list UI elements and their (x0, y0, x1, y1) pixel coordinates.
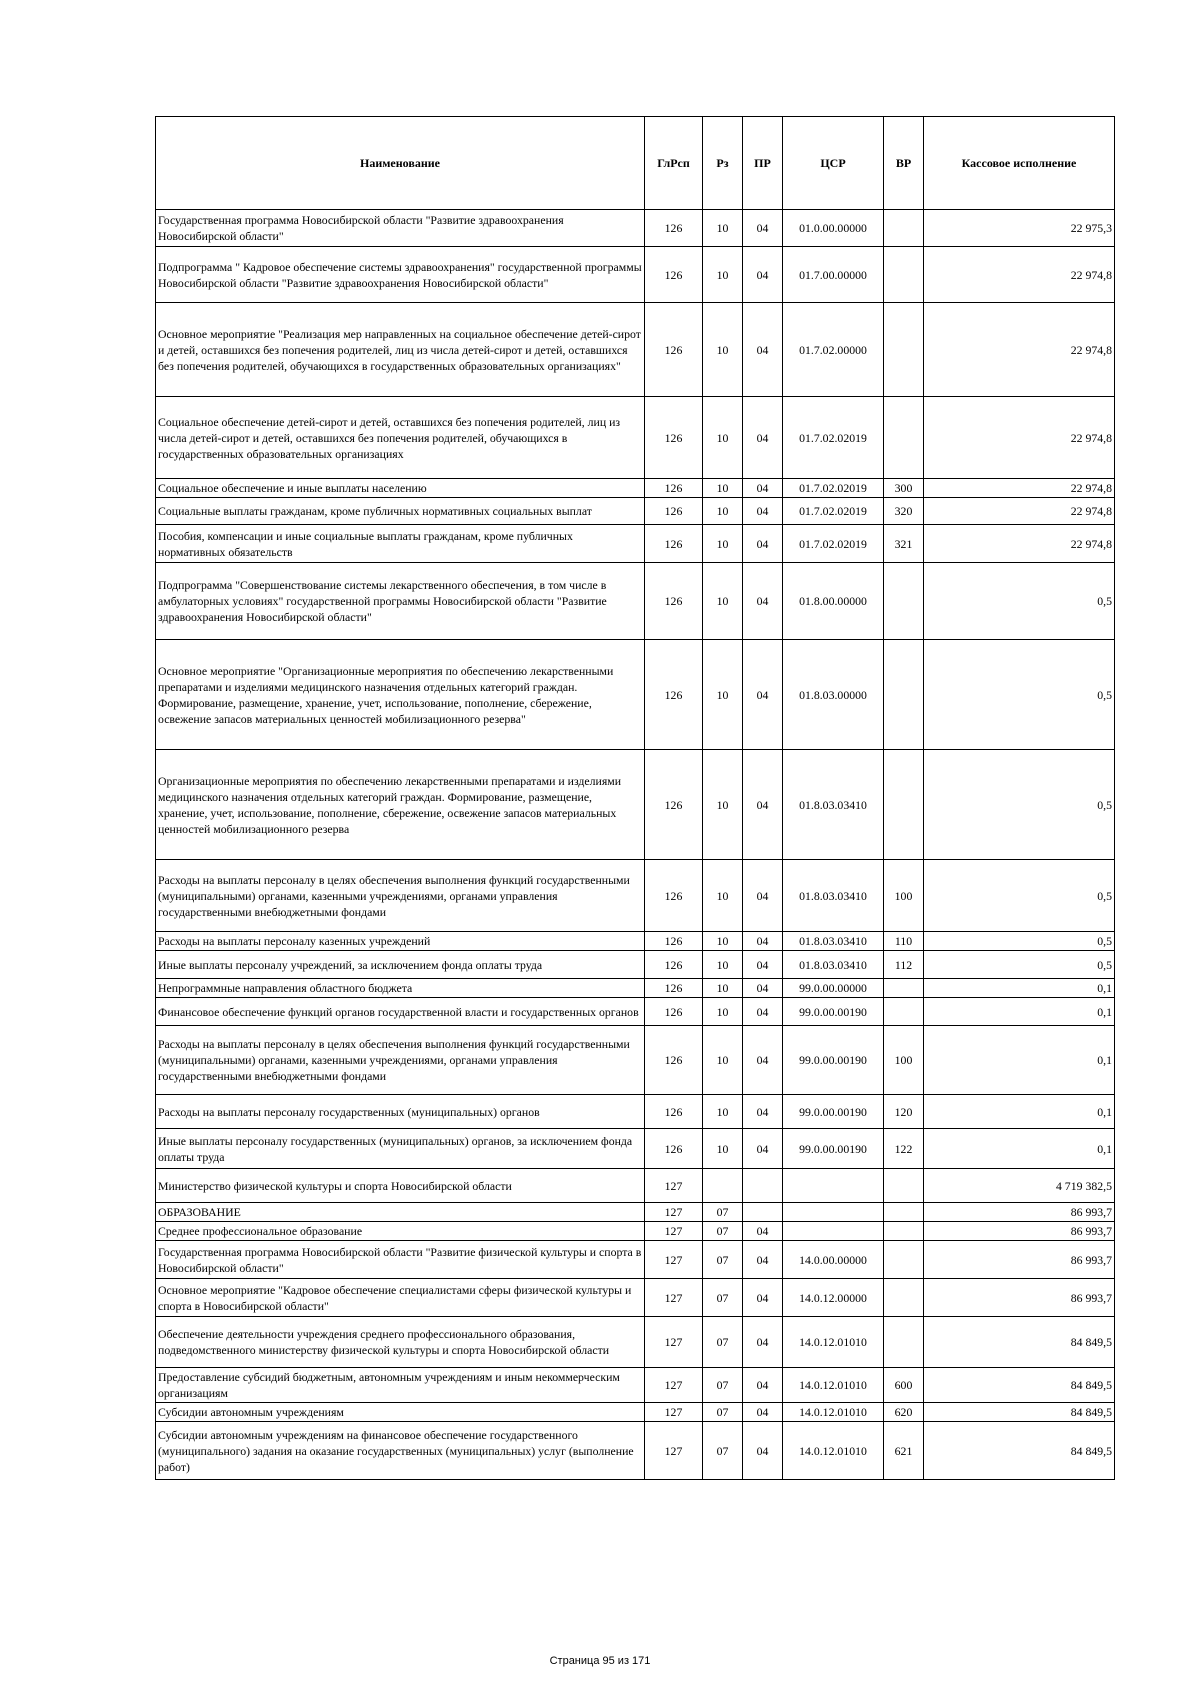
cell-pr: 04 (743, 1129, 783, 1169)
cell-name: Обеспечение деятельности учреждения среднего профессионального образования, подведомственного министерству физической культуры и спорта Новосибирской области (156, 1317, 645, 1368)
cell-rz: 07 (703, 1241, 743, 1279)
cell-amount: 86 993,7 (924, 1279, 1115, 1317)
cell-pr: 04 (743, 860, 783, 932)
cell-vr: 112 (884, 951, 924, 979)
cell-rz: 10 (703, 563, 743, 640)
cell-rz: 10 (703, 951, 743, 979)
table-row (156, 210, 1115, 247)
table-row (156, 640, 1115, 750)
cell-csr: 01.8.03.03410 (783, 860, 884, 932)
cell-rz: 07 (703, 1368, 743, 1403)
cell-amount: 0,1 (924, 1129, 1115, 1169)
cell-glrsp: 126 (645, 1026, 703, 1095)
cell-rz: 10 (703, 640, 743, 750)
cell-pr: 04 (743, 1026, 783, 1095)
cell-name: Основное мероприятие "Организационные мероприятия по обеспечению лекарственными препаратами и изделиями медицинского назначения отдельных категорий граждан. Формирование, размещение, хранение, учет, использование, пополнение, сбережение, освежение запасов материальных ценностей мобилизационного резерва" (156, 640, 645, 750)
table-row (156, 1241, 1115, 1279)
cell-amount: 0,5 (924, 951, 1115, 979)
cell-vr (884, 998, 924, 1026)
cell-vr: 110 (884, 932, 924, 951)
cell-name: Иные выплаты персоналу учреждений, за исключением фонда оплаты труда (156, 951, 645, 979)
cell-csr: 99.0.00.00190 (783, 1129, 884, 1169)
cell-glrsp: 126 (645, 1095, 703, 1129)
cell-vr: 321 (884, 525, 924, 563)
cell-amount: 0,5 (924, 750, 1115, 860)
cell-rz: 10 (703, 303, 743, 397)
cell-pr: 04 (743, 563, 783, 640)
cell-pr: 04 (743, 951, 783, 979)
cell-amount: 86 993,7 (924, 1203, 1115, 1222)
cell-csr: 01.7.02.02019 (783, 498, 884, 525)
table-row (156, 951, 1115, 979)
cell-csr: 14.0.12.01010 (783, 1422, 884, 1480)
table-row (156, 1317, 1115, 1368)
cell-pr (743, 1169, 783, 1203)
cell-vr (884, 750, 924, 860)
cell-vr: 100 (884, 1026, 924, 1095)
cell-amount: 22 974,8 (924, 479, 1115, 498)
cell-amount: 22 974,8 (924, 397, 1115, 479)
cell-vr (884, 563, 924, 640)
cell-glrsp: 126 (645, 932, 703, 951)
cell-amount: 22 974,8 (924, 303, 1115, 397)
cell-csr: 01.0.00.00000 (783, 210, 884, 247)
cell-amount: 86 993,7 (924, 1222, 1115, 1241)
cell-pr: 04 (743, 998, 783, 1026)
cell-amount: 84 849,5 (924, 1422, 1115, 1480)
cell-pr: 04 (743, 640, 783, 750)
cell-csr (783, 1169, 884, 1203)
cell-pr: 04 (743, 979, 783, 998)
table-row (156, 998, 1115, 1026)
cell-vr: 620 (884, 1403, 924, 1422)
cell-rz: 07 (703, 1222, 743, 1241)
header-glrsp: ГлРсп (645, 117, 703, 210)
cell-vr (884, 979, 924, 998)
cell-rz: 07 (703, 1317, 743, 1368)
cell-glrsp: 127 (645, 1203, 703, 1222)
table-row (156, 303, 1115, 397)
cell-glrsp: 126 (645, 498, 703, 525)
cell-csr: 99.0.00.00190 (783, 998, 884, 1026)
cell-vr: 300 (884, 479, 924, 498)
cell-glrsp: 127 (645, 1368, 703, 1403)
cell-vr (884, 640, 924, 750)
cell-glrsp: 126 (645, 750, 703, 860)
cell-rz: 10 (703, 525, 743, 563)
cell-name: Министерство физической культуры и спорта Новосибирской области (156, 1169, 645, 1203)
cell-amount: 0,1 (924, 998, 1115, 1026)
table-row (156, 860, 1115, 932)
cell-amount: 84 849,5 (924, 1368, 1115, 1403)
cell-amount: 0,5 (924, 563, 1115, 640)
cell-pr: 04 (743, 1403, 783, 1422)
cell-rz: 10 (703, 998, 743, 1026)
header-row (156, 117, 1115, 210)
cell-csr: 01.7.02.02019 (783, 479, 884, 498)
cell-rz: 07 (703, 1422, 743, 1480)
cell-rz: 10 (703, 1095, 743, 1129)
cell-glrsp: 126 (645, 563, 703, 640)
cell-glrsp: 126 (645, 303, 703, 397)
cell-rz: 10 (703, 247, 743, 303)
cell-glrsp: 126 (645, 525, 703, 563)
cell-vr: 320 (884, 498, 924, 525)
cell-csr: 99.0.00.00000 (783, 979, 884, 998)
cell-name: Социальное обеспечение и иные выплаты населению (156, 479, 645, 498)
cell-name: Подпрограмма " Кадровое обеспечение системы здравоохранения" государственной программы Новосибирской области "Развитие здравоохранения Новосибирской области" (156, 247, 645, 303)
cell-pr: 04 (743, 479, 783, 498)
table-body (156, 210, 1115, 1480)
cell-pr: 04 (743, 525, 783, 563)
cell-amount: 84 849,5 (924, 1317, 1115, 1368)
cell-rz: 10 (703, 210, 743, 247)
cell-rz: 07 (703, 1403, 743, 1422)
cell-csr: 14.0.00.00000 (783, 1241, 884, 1279)
header-csr: ЦСР (783, 117, 884, 210)
cell-csr: 14.0.12.01010 (783, 1403, 884, 1422)
table-row (156, 1095, 1115, 1129)
table-row (156, 525, 1115, 563)
header-vr: ВР (884, 117, 924, 210)
cell-csr: 01.8.00.00000 (783, 563, 884, 640)
cell-amount: 0,5 (924, 932, 1115, 951)
cell-amount: 84 849,5 (924, 1403, 1115, 1422)
header-amount: Кассовое исполнение (924, 117, 1115, 210)
table-row (156, 1368, 1115, 1403)
cell-rz: 07 (703, 1203, 743, 1222)
table-row (156, 479, 1115, 498)
cell-glrsp: 126 (645, 479, 703, 498)
cell-pr: 04 (743, 1241, 783, 1279)
cell-glrsp: 126 (645, 998, 703, 1026)
cell-name: Расходы на выплаты персоналу в целях обеспечения выполнения функций государственными (муниципальными) органами, казенными учреждениями, органами управления государственными внебюджетными фондами (156, 860, 645, 932)
cell-rz: 10 (703, 1129, 743, 1169)
cell-amount: 86 993,7 (924, 1241, 1115, 1279)
cell-csr: 01.7.02.02019 (783, 525, 884, 563)
cell-csr (783, 1222, 884, 1241)
cell-amount: 0,1 (924, 979, 1115, 998)
cell-csr: 01.7.00.00000 (783, 247, 884, 303)
cell-csr: 99.0.00.00190 (783, 1026, 884, 1095)
cell-name: Субсидии автономным учреждениям (156, 1403, 645, 1422)
table-row (156, 1203, 1115, 1222)
cell-rz: 07 (703, 1279, 743, 1317)
cell-rz: 10 (703, 498, 743, 525)
cell-vr (884, 210, 924, 247)
cell-pr: 04 (743, 1422, 783, 1480)
cell-vr (884, 397, 924, 479)
table-row (156, 932, 1115, 951)
cell-vr (884, 247, 924, 303)
cell-name: Расходы на выплаты персоналу государственных (муниципальных) органов (156, 1095, 645, 1129)
cell-glrsp: 127 (645, 1241, 703, 1279)
cell-glrsp: 126 (645, 210, 703, 247)
cell-vr: 600 (884, 1368, 924, 1403)
cell-vr (884, 1169, 924, 1203)
cell-name: Основное мероприятие "Реализация мер направленных на социальное обеспечение детей-сирот и детей, оставшихся без попечения родителей, лиц из числа детей-сирот и детей, оставшихся без попечения родителей, обучающихся в государственных образовательных организациях" (156, 303, 645, 397)
cell-name: Иные выплаты персоналу государственных (муниципальных) органов, за исключением фонда оплаты труда (156, 1129, 645, 1169)
cell-csr: 14.0.12.01010 (783, 1368, 884, 1403)
cell-csr: 01.8.03.03410 (783, 951, 884, 979)
cell-glrsp: 127 (645, 1222, 703, 1241)
cell-name: Расходы на выплаты персоналу казенных учреждений (156, 932, 645, 951)
cell-name: Расходы на выплаты персоналу в целях обеспечения выполнения функций государственными (муниципальными) органами, казенными учреждениями, органами управления государственными внебюджетными фондами (156, 1026, 645, 1095)
table-row (156, 1129, 1115, 1169)
cell-name: Основное мероприятие "Кадровое обеспечение специалистами сферы физической культуры и спорта в Новосибирской области" (156, 1279, 645, 1317)
cell-pr: 04 (743, 932, 783, 951)
cell-pr: 04 (743, 247, 783, 303)
cell-vr: 100 (884, 860, 924, 932)
cell-pr: 04 (743, 397, 783, 479)
cell-amount: 22 974,8 (924, 498, 1115, 525)
cell-name: Среднее профессиональное образование (156, 1222, 645, 1241)
table-row (156, 397, 1115, 479)
cell-vr (884, 1241, 924, 1279)
cell-glrsp: 126 (645, 397, 703, 479)
header-name: Наименование (156, 117, 645, 210)
cell-vr: 122 (884, 1129, 924, 1169)
cell-pr: 04 (743, 1222, 783, 1241)
table-row (156, 563, 1115, 640)
cell-csr: 01.7.02.02019 (783, 397, 884, 479)
cell-pr: 04 (743, 498, 783, 525)
cell-name: ОБРАЗОВАНИЕ (156, 1203, 645, 1222)
cell-rz: 10 (703, 479, 743, 498)
cell-vr (884, 1222, 924, 1241)
cell-vr (884, 1203, 924, 1222)
cell-rz (703, 1169, 743, 1203)
cell-pr: 04 (743, 1317, 783, 1368)
cell-rz: 10 (703, 397, 743, 479)
cell-pr: 04 (743, 1368, 783, 1403)
cell-csr: 14.0.12.00000 (783, 1279, 884, 1317)
cell-vr (884, 303, 924, 397)
table-header (156, 117, 1115, 210)
cell-amount: 0,5 (924, 640, 1115, 750)
cell-vr: 621 (884, 1422, 924, 1480)
table-row (156, 1279, 1115, 1317)
cell-csr: 01.8.03.00000 (783, 640, 884, 750)
cell-amount: 22 975,3 (924, 210, 1115, 247)
cell-name: Государственная программа Новосибирской области "Развитие здравоохранения Новосибирской области" (156, 210, 645, 247)
cell-name: Непрограммные направления областного бюджета (156, 979, 645, 998)
cell-csr: 99.0.00.00190 (783, 1095, 884, 1129)
cell-name: Социальное обеспечение детей-сирот и детей, оставшихся без попечения родителей, лиц из числа детей-сирот и детей, оставшихся без попечения родителей, обучающихся в государственных образовательных организациях (156, 397, 645, 479)
cell-glrsp: 126 (645, 951, 703, 979)
cell-vr: 120 (884, 1095, 924, 1129)
cell-glrsp: 126 (645, 979, 703, 998)
cell-name: Предоставление субсидий бюджетным, автономным учреждениям и иным некоммерческим организациям (156, 1368, 645, 1403)
cell-glrsp: 126 (645, 860, 703, 932)
table-row (156, 247, 1115, 303)
cell-amount: 4 719 382,5 (924, 1169, 1115, 1203)
header-rz: Рз (703, 117, 743, 210)
cell-glrsp: 127 (645, 1169, 703, 1203)
cell-amount: 0,1 (924, 1026, 1115, 1095)
cell-pr (743, 1203, 783, 1222)
table-row (156, 498, 1115, 525)
cell-csr: 01.8.03.03410 (783, 750, 884, 860)
cell-name: Социальные выплаты гражданам, кроме публичных нормативных социальных выплат (156, 498, 645, 525)
cell-pr: 04 (743, 1095, 783, 1129)
cell-rz: 10 (703, 932, 743, 951)
cell-vr (884, 1317, 924, 1368)
budget-table (155, 116, 1115, 1480)
header-pr: ПР (743, 117, 783, 210)
cell-pr: 04 (743, 750, 783, 860)
cell-amount: 22 974,8 (924, 247, 1115, 303)
table-row (156, 1422, 1115, 1480)
cell-rz: 10 (703, 1026, 743, 1095)
cell-name: Государственная программа Новосибирской области "Развитие физической культуры и спорта в Новосибирской области" (156, 1241, 645, 1279)
cell-amount: 0,1 (924, 1095, 1115, 1129)
page-number: Страница 95 из 171 (549, 1655, 651, 1667)
cell-glrsp: 126 (645, 1129, 703, 1169)
cell-glrsp: 127 (645, 1422, 703, 1480)
cell-glrsp: 127 (645, 1403, 703, 1422)
cell-pr: 04 (743, 210, 783, 247)
cell-pr: 04 (743, 303, 783, 397)
cell-glrsp: 127 (645, 1279, 703, 1317)
cell-vr (884, 1279, 924, 1317)
cell-csr: 01.8.03.03410 (783, 932, 884, 951)
cell-name: Организационные мероприятия по обеспечению лекарственными препаратами и изделиями медицинского назначения отдельных категорий граждан. Формирование, размещение, хранение, учет, использование, пополнение, сбережение, освежение запасов материальных ценностей мобилизационного резерва (156, 750, 645, 860)
table-row (156, 750, 1115, 860)
cell-rz: 10 (703, 979, 743, 998)
cell-pr: 04 (743, 1279, 783, 1317)
cell-glrsp: 126 (645, 640, 703, 750)
cell-name: Пособия, компенсации и иные социальные выплаты гражданам, кроме публичных нормативных обязательств (156, 525, 645, 563)
cell-csr (783, 1203, 884, 1222)
cell-amount: 22 974,8 (924, 525, 1115, 563)
cell-glrsp: 127 (645, 1317, 703, 1368)
cell-rz: 10 (703, 750, 743, 860)
cell-rz: 10 (703, 860, 743, 932)
cell-name: Субсидии автономным учреждениям на финансовое обеспечение государственного (муниципального) задания на оказание государственных (муниципальных) услуг (выполнение работ) (156, 1422, 645, 1480)
cell-csr: 01.7.02.00000 (783, 303, 884, 397)
cell-amount: 0,5 (924, 860, 1115, 932)
cell-name: Подпрограмма "Совершенствование системы лекарственного обеспечения, в том числе в амбулаторных условиях" государственной программы Новосибирской области "Развитие здравоохранения Новосибирской области" (156, 563, 645, 640)
table-row (156, 1222, 1115, 1241)
table-row (156, 979, 1115, 998)
cell-name: Финансовое обеспечение функций органов государственной власти и государственных органов (156, 998, 645, 1026)
cell-glrsp: 126 (645, 247, 703, 303)
table-row (156, 1403, 1115, 1422)
table-row (156, 1026, 1115, 1095)
cell-csr: 14.0.12.01010 (783, 1317, 884, 1368)
table-row (156, 1169, 1115, 1203)
